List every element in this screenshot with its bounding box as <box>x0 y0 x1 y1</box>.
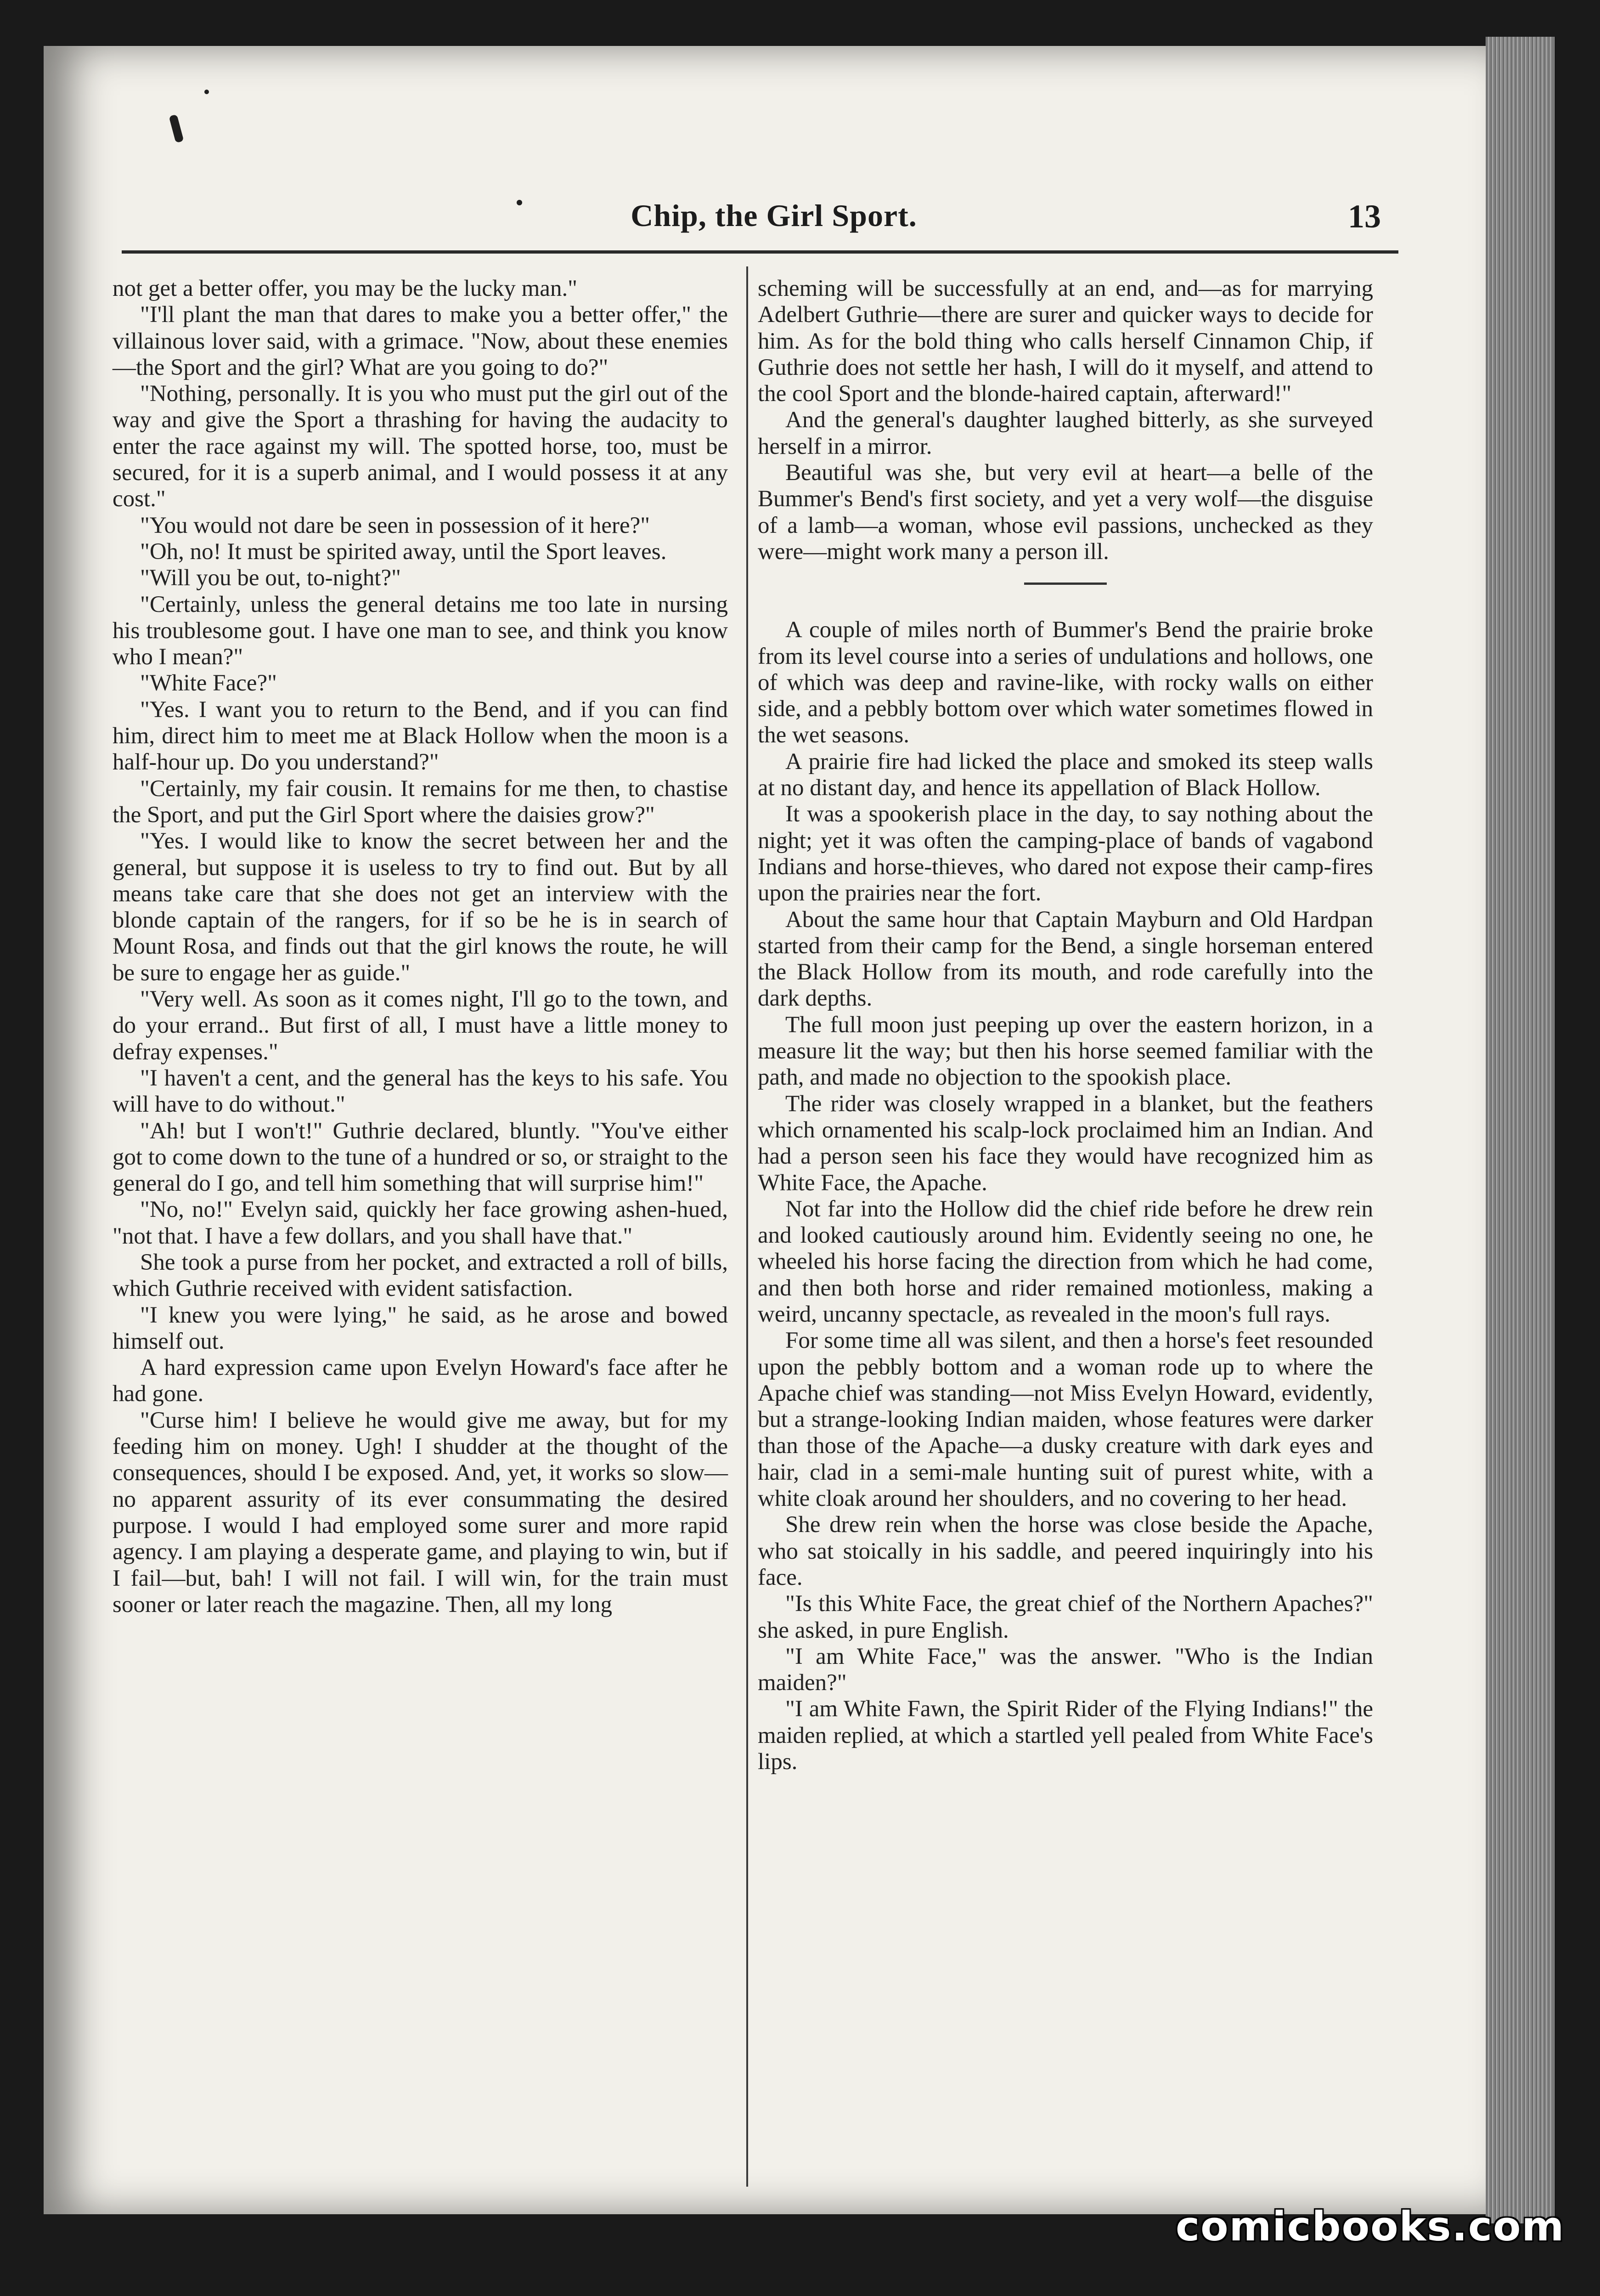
book-page <box>44 46 1486 2214</box>
paragraph: She drew rein when the horse was close beside the Apache, who sat stoically in his saddle, and peered inquiringly into his face. <box>758 1512 1373 1590</box>
ink-blot <box>169 114 184 143</box>
paragraph: "Oh, no! It must be spirited away, until the Sport leaves. <box>140 538 667 565</box>
paragraph: And the general's daughter laughed bitterly, as she surveyed herself in a mirror. <box>758 407 1373 459</box>
paragraph: It was a spookerish place in the day, to say nothing about the night; yet it was often the camping-place of bands of vagabond Indians and horse-thieves, who dared not expose their camp-fires upon the prairies near the fort. <box>758 801 1373 906</box>
paragraph: "Nothing, personally. It is you who must put the girl out of the way and give the Sport a thrashing for having the audacity to enter the race against my will. The spotted horse, too, must be secured, for it is a superb animal, and I would possess it at any cost." <box>113 381 728 512</box>
book-page-edges <box>1486 37 1555 2223</box>
page-number: 13 <box>1348 198 1381 235</box>
paragraph: She took a purse from her pocket, and extracted a roll of bills, which Guthrie received with evident satisfaction. <box>113 1249 728 1302</box>
paragraph: "Is this White Face, the great chief of the Northern Apaches?" she asked, in pure English. <box>758 1591 1373 1643</box>
paragraph: "You would not dare be seen in possession of it here?" <box>140 512 650 538</box>
paragraph: "I am White Fawn, the Spirit Rider of the Flying Indians!" the maiden replied, at which a startled yell pealed from White Face's lips. <box>758 1696 1373 1775</box>
watermark: comicbooks.com <box>1176 2203 1565 2250</box>
paragraph: "Yes. I would like to know the secret between her and the general, but suppose it is useless to try to find out. But by all means take care that she does not get an interview with the blonde captain of the rangers, for if so be he is in search of Mount Rosa, and finds out that the girl knows the route, he will be sure to engage her as guide." <box>113 828 728 986</box>
paragraph: "Yes. I want you to return to the Bend, and if you can find him, direct him to meet me at Black Hollow when the moon is a half-hour up. Do you understand?" <box>113 696 728 775</box>
ink-dot <box>204 90 209 94</box>
paragraph: not get a better offer, you may be the lucky man." <box>113 276 578 301</box>
ink-dot <box>517 200 522 205</box>
running-title: Chip, the Girl Sport. <box>631 198 917 233</box>
paragraph: "White Face?" <box>140 670 277 696</box>
paragraph: For some time all was silent, and then a horse's feet resounded upon the pebbly bottom and a woman rode up to where the Apache chief was standing—not Miss Evelyn Howard, evidently, but a strange-looking Indian maiden, whose features were darker than those of the Apache—a dusky creature with dark eyes and hair, clad in a semi-male hunting suit of purest white, with a white cloak around her shoulders, and no covering to her head. <box>758 1328 1373 1512</box>
paragraph: "I'll plant the man that dares to make you a better offer," the villainous lover said, with a grimace. "Now, about these enemies—the Sport and the girl? What are you going to do?" <box>113 302 728 380</box>
paragraph: "Very well. As soon as it comes night, I'll go to the town, and do your errand.. But first of all, I must have a little money to defray expenses." <box>113 986 728 1065</box>
paragraph: "Certainly, my fair cousin. It remains for me then, to chastise the Sport, and put the Girl Sport where the daisies grow?" <box>113 775 728 828</box>
right-column-part-2 <box>758 617 1373 1775</box>
paragraph: Beautiful was she, but very evil at heart—a belle of the Bummer's Bend's first society, and yet a very wolf—the disguise of a lamb—a woman, whose evil passions, unchecked as they were—might work many a person ill. <box>758 460 1373 565</box>
paragraph: "Will you be out, to-night?" <box>140 565 401 591</box>
column-rule <box>746 266 748 2187</box>
paragraph: The full moon just peeping up over the eastern horizon, in a measure lit the way; but then his horse seemed familiar with the path, and made no objection to the spookish place. <box>758 1012 1373 1091</box>
right-column-part-1 <box>758 276 1373 565</box>
header-rule <box>122 250 1398 254</box>
paragraph: About the same hour that Captain Mayburn and Old Hardpan started from their camp for the Bend, a single horseman entered the Black Hollow from its mouth, and rode carefully into the dark depths. <box>758 906 1373 1012</box>
section-divider <box>1024 582 1107 585</box>
paragraph: A couple of miles north of Bummer's Bend the prairie broke from its level course into a series of undulations and hollows, one of which was deep and ravine-like, with rocky walls on either side, and a pebbly bottom over which water sometimes flowed in the wet seasons. <box>758 617 1373 748</box>
left-column <box>113 276 728 1618</box>
paragraph: A prairie fire had licked the place and smoked its steep walls at no distant day, and hence its appellation of Black Hollow. <box>758 748 1373 801</box>
paragraph: "Certainly, unless the general detains me too late in nursing his troublesome gout. I have one man to see, and think you know who I mean?" <box>113 591 728 670</box>
paragraph: "I am White Face," was the answer. "Who is the Indian maiden?" <box>758 1643 1373 1696</box>
paragraph: A hard expression came upon Evelyn Howard's face after he had gone. <box>113 1355 728 1407</box>
paragraph: "I knew you were lying," he said, as he arose and bowed himself out. <box>113 1302 728 1354</box>
paragraph: Not far into the Hollow did the chief ride before he drew rein and looked cautiously around him. Evidently seeing no one, he wheeled his horse facing the direction from which he had come, and then both horse and rider remained motionless, making a weird, uncanny spectacle, as revealed in the moon's full rays. <box>758 1196 1373 1327</box>
paragraph: The rider was closely wrapped in a blanket, but the feathers which ornamented his scalp-lock proclaimed him an Indian. And had a person seen his face they would have recognized him as White Face, the Apache. <box>758 1091 1373 1196</box>
paragraph: "I haven't a cent, and the general has the keys to his safe. You will have to do without." <box>113 1065 728 1118</box>
paragraph: "No, no!" Evelyn said, quickly her face growing ashen-hued, "not that. I have a few dollars, and you shall have that." <box>113 1197 728 1249</box>
paragraph: "Curse him! I believe he would give me away, but for my feeding him on money. Ugh! I shudder at the thought of the consequences, should I be exposed. And, yet, it works so slow—no apparent assurity of its ever consummating the desired purpose. I would I had employed some surer and more rapid agency. I am playing a desperate game, and playing to win, but if I fail—but, bah! I will not fail. I will win, for the train must sooner or later reach the magazine. Then, all my long <box>113 1407 728 1617</box>
paragraph: "Ah! but I won't!" Guthrie declared, bluntly. "You've either got to come down to the tune of a hundred or so, or straight to the general do I go, and tell him something that will surprise him!" <box>113 1118 728 1197</box>
paragraph: scheming will be successfully at an end, and—as for marrying Adelbert Guthrie—there are surer and quicker ways to decide for him. As for the bold thing who calls herself Cinnamon Chip, if Guthrie does not settle her hash, I will do it myself, and attend to the cool Sport and the blonde-haired captain, afterward!" <box>758 276 1373 407</box>
right-column <box>758 276 1373 1775</box>
